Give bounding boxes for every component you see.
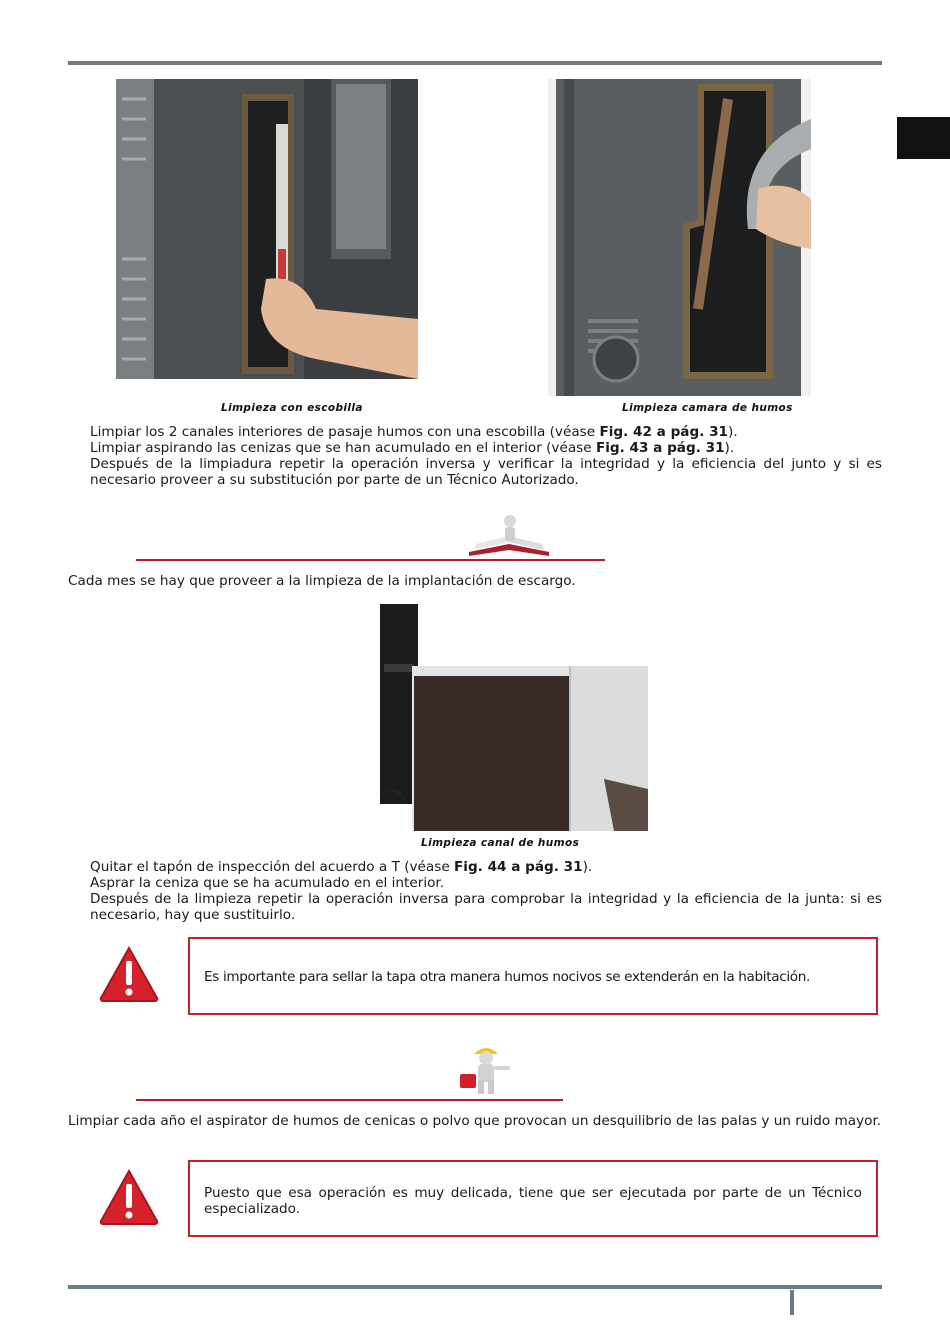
warning-text: Puesto que esa operación es muy delicada, tiene que ser ejecutada por parte de un Técnico especializado.	[204, 1185, 862, 1217]
fig43-caption: Limpieza camara de humos	[622, 402, 793, 414]
page-number-marker	[790, 1290, 794, 1315]
warning-text: Es importante para sellar la tapa otra manera humos nocivos se extenderán en la habitación.	[204, 969, 810, 985]
top-rule	[68, 61, 882, 65]
warning-icon	[98, 945, 160, 1003]
section1-line2: Limpiar aspirando las cenizas que se han acumulado en el interior (véase Fig. 43 a pág. 31).	[90, 440, 735, 456]
chapter-tab	[897, 117, 950, 159]
warning-icon	[98, 1168, 160, 1226]
section1-line3: Después de la limpiadura repetir la operación inversa y verificar la integridad y la eficiencia del junto y si es necesario proveer a su substitución por parte de un Técnico Autorizado.	[90, 456, 882, 488]
warning-box-seal-cap	[188, 937, 878, 1015]
section3-intro: Limpiar cada año el aspirator de humos de cenicas o polvo que provocan un desquilibrio de las palas y un ruido mayor.	[68, 1113, 882, 1129]
bottom-rule	[68, 1285, 882, 1289]
fig44-caption: Limpieza canal de humos	[421, 837, 580, 849]
reader-with-book-icon	[464, 514, 554, 558]
section3-underline	[136, 1099, 563, 1101]
section2-line3: Después de la limpieza repetir la operación inversa para comprobar la integridad y la eficiencia de la junta: si es necesario, hay que sustituirlo.	[90, 891, 882, 923]
section2-underline	[136, 559, 605, 561]
fig42-photo	[116, 79, 418, 396]
fig42-reference[interactable]: Fig. 42 a pág. 31	[599, 424, 729, 440]
warning-box-technician	[188, 1160, 878, 1237]
technician-with-toolbox-icon	[456, 1042, 518, 1096]
section2-intro: Cada mes se hay que proveer a la limpieza de la implantación de escargo.	[68, 573, 576, 589]
section2-line2: Asprar la ceniza que se ha acumulado en el interior.	[90, 875, 445, 891]
fig42-caption: Limpieza con escobilla	[221, 402, 363, 414]
fig44-reference[interactable]: Fig. 44 a pág. 31	[454, 859, 583, 875]
fig44-photo	[374, 604, 648, 831]
fig43-photo	[548, 79, 811, 396]
fig43-reference[interactable]: Fig. 43 a pág. 31	[595, 440, 725, 456]
section1-line1: Limpiar los 2 canales interiores de pasaje humos con una escobilla (véase Fig. 42 a pág. 31).	[90, 424, 738, 440]
section2-line1: Quitar el tapón de inspección del acuerdo a T (véase Fig. 44 a pág. 31).	[90, 859, 593, 875]
